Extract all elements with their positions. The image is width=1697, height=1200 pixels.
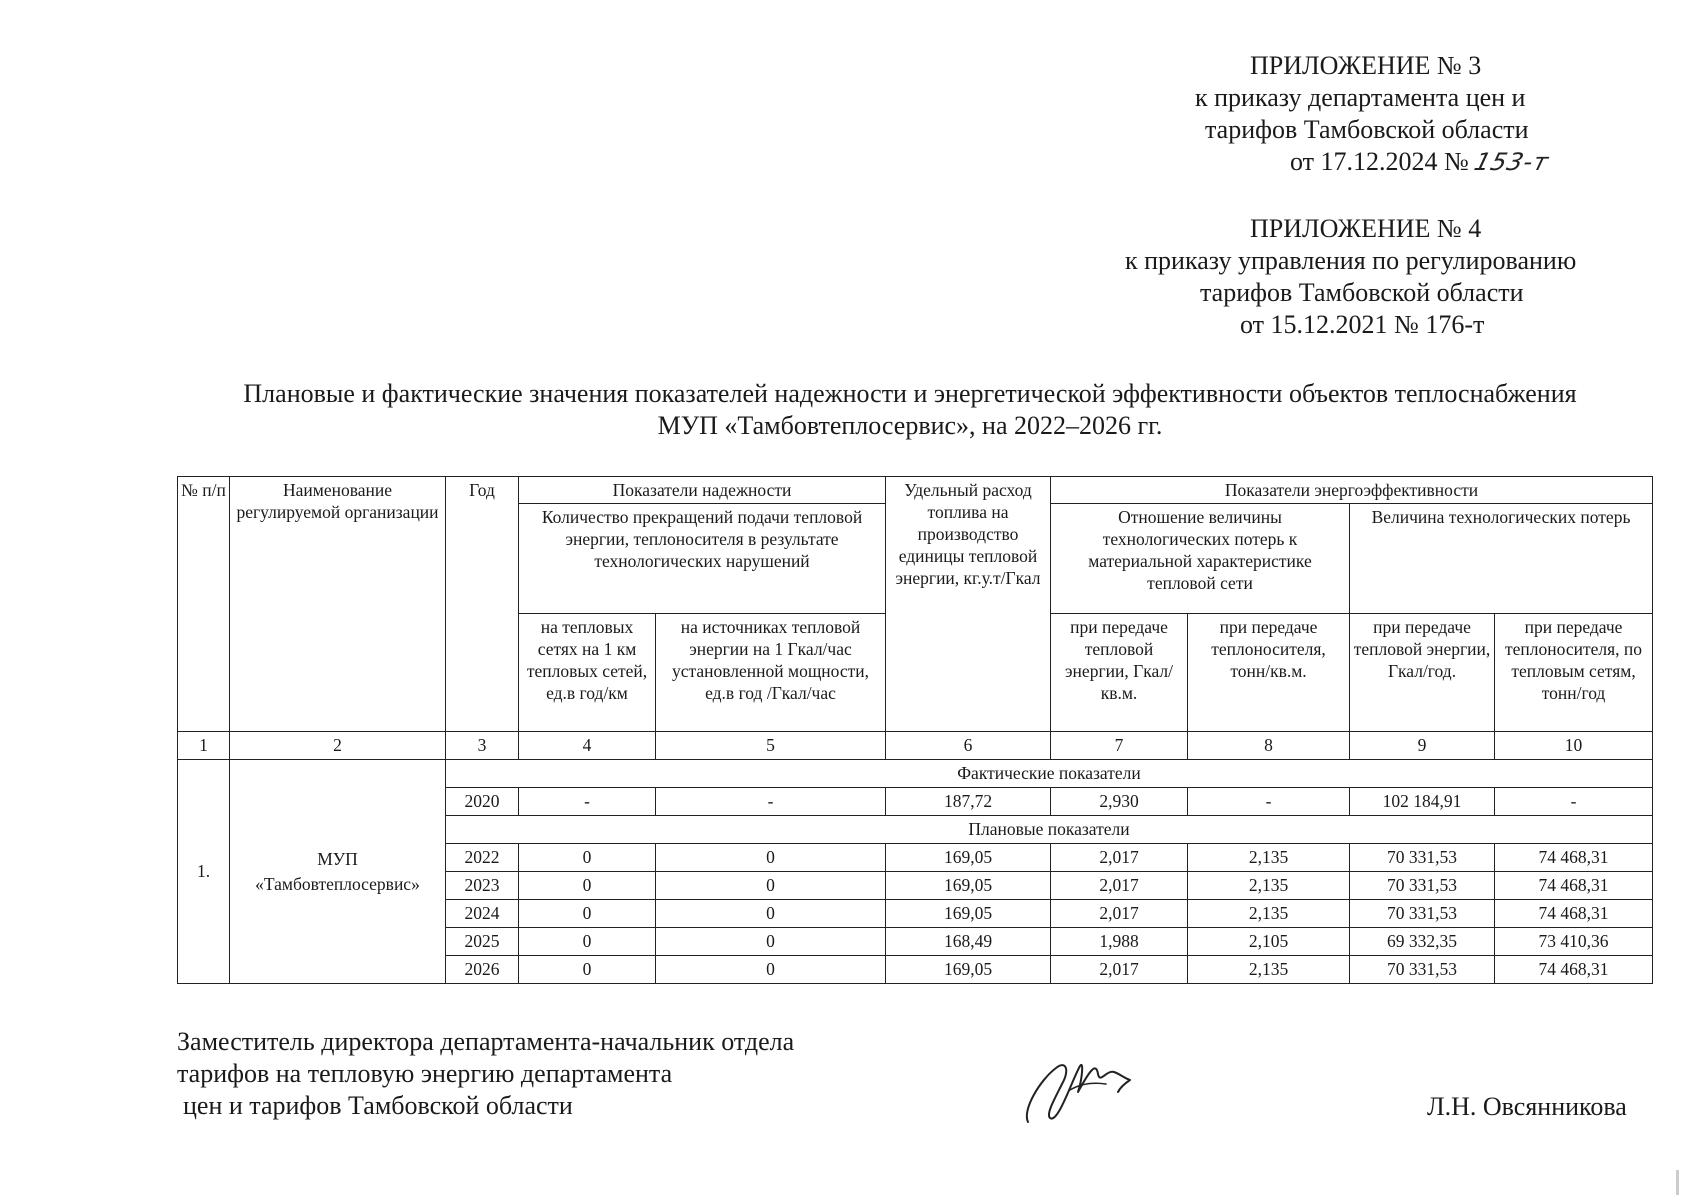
cell-losses-heat: 70 331,53 [1350, 844, 1495, 872]
header-fuel: Удельный расход топлива на производство единицы тепловой энергии, кг.у.т/Гкал [886, 477, 1051, 732]
cell-on-sources: 0 [656, 928, 886, 956]
appendix-4-line1: к приказу управления по регулированию [1125, 246, 1577, 275]
column-number: 7 [1051, 732, 1188, 760]
header-ratio-carrier: при передаче теплоносителя, тонн/кв.м. [1188, 614, 1350, 732]
cell-losses-heat: 70 331,53 [1350, 872, 1495, 900]
column-number: 8 [1188, 732, 1350, 760]
cell-losses-heat: 70 331,53 [1350, 956, 1495, 984]
indicators-table [177, 476, 1653, 984]
actual-section-label: Фактические показатели [446, 760, 1653, 788]
column-number: 1 [178, 732, 230, 760]
cell-losses-heat: 69 332,35 [1350, 928, 1495, 956]
cell-year: 2025 [446, 928, 519, 956]
row-number: 1. [178, 760, 230, 984]
header-num: № п/п [178, 477, 230, 732]
organization-name: МУП «Тамбовтеплосервис» [230, 760, 446, 984]
signer-position-line3: цен и тарифов Тамбовской области [183, 1091, 573, 1120]
header-efficiency: Показатели энергоэффективности [1051, 477, 1653, 504]
document-title-line1: Плановые и фактические значения показателей надежности и энергетической эффективности объектов теплоснабжения [243, 379, 1577, 408]
cell-on-networks: 0 [519, 872, 656, 900]
appendix-4-title: ПРИЛОЖЕНИЕ № 4 [1250, 214, 1482, 243]
cell-ratio-carrier: 2,135 [1188, 956, 1350, 984]
cell-fuel: 168,49 [886, 928, 1051, 956]
appendix-4-line2: тарифов Тамбовской области [1200, 278, 1524, 307]
header-org: Наименование регулируемой организации [230, 477, 446, 732]
column-number: 9 [1350, 732, 1495, 760]
cell-ratio-carrier: 2,135 [1188, 900, 1350, 928]
cell-fuel: 187,72 [886, 788, 1051, 816]
cell-on-networks: 0 [519, 844, 656, 872]
cell-ratio-carrier: 2,135 [1188, 872, 1350, 900]
appendix-3-handwritten-number: 153-т [1471, 148, 1553, 176]
cell-fuel: 169,05 [886, 844, 1051, 872]
header-year: Год [446, 477, 519, 732]
cell-ratio-heat: 2,930 [1051, 788, 1188, 816]
header-losses-heat: при передаче тепловой энергии, Гкал/год. [1350, 614, 1495, 732]
cell-losses-carrier: 74 468,31 [1495, 900, 1653, 928]
cell-ratio-heat: 2,017 [1051, 956, 1188, 984]
cell-on-sources: 0 [656, 900, 886, 928]
cell-losses-carrier: 74 468,31 [1495, 872, 1653, 900]
column-number: 4 [519, 732, 656, 760]
cell-on-sources: 0 [656, 956, 886, 984]
header-ratio-heat: при передаче тепловой энергии, Гкал/кв.м. [1051, 614, 1188, 732]
header-on-networks: на тепловых сетях на 1 км тепловых сетей, ед.в год/км [519, 614, 656, 732]
signer-position-line1: Заместитель директора департамента-начальник отдела [177, 1027, 795, 1056]
column-number: 6 [886, 732, 1051, 760]
cell-ratio-heat: 1,988 [1051, 928, 1188, 956]
signer-position-line2: тарифов на тепловую энергию департамента [177, 1059, 673, 1088]
cell-losses-carrier: - [1495, 788, 1653, 816]
appendix-3-header [1150, 50, 1630, 178]
appendix-3-line1: к приказу департамента цен и [1195, 83, 1526, 112]
header-ratio: Отношение величины технологических потерь к материальной характеристике тепловой сети [1051, 504, 1350, 614]
header-losses: Величина технологических потерь [1350, 504, 1653, 614]
signer-name: Л.Н. Овсянникова [1427, 1092, 1627, 1121]
column-number: 2 [230, 732, 446, 760]
cell-year: 2026 [446, 956, 519, 984]
cell-on-networks: 0 [519, 900, 656, 928]
planned-section-label: Плановые показатели [446, 816, 1653, 844]
appendix-3-title: ПРИЛОЖЕНИЕ № 3 [1250, 51, 1482, 80]
cell-year: 2024 [446, 900, 519, 928]
header-reliability: Показатели надежности [519, 477, 886, 504]
cell-year: 2020 [446, 788, 519, 816]
cell-on-sources: 0 [656, 844, 886, 872]
cell-ratio-carrier: 2,105 [1188, 928, 1350, 956]
cell-on-networks: - [519, 788, 656, 816]
cell-on-networks: 0 [519, 956, 656, 984]
cell-ratio-heat: 2,017 [1051, 872, 1188, 900]
cell-ratio-carrier: 2,135 [1188, 844, 1350, 872]
cell-on-sources: 0 [656, 872, 886, 900]
cell-losses-heat: 102 184,91 [1350, 788, 1495, 816]
appendix-4-header [1110, 213, 1670, 341]
signature-block [177, 1026, 794, 1122]
cell-on-sources: - [656, 788, 886, 816]
cell-year: 2022 [446, 844, 519, 872]
document-title [160, 378, 1660, 442]
column-number: 3 [446, 732, 519, 760]
cell-ratio-heat: 2,017 [1051, 900, 1188, 928]
cell-on-networks: 0 [519, 928, 656, 956]
cell-ratio-carrier: - [1188, 788, 1350, 816]
cell-losses-carrier: 74 468,31 [1495, 956, 1653, 984]
appendix-3-date: от 17.12.2024 № [1290, 147, 1469, 176]
header-interruptions: Количество прекращений подачи тепловой энергии, теплоносителя в результате технологических нарушений [519, 504, 886, 614]
cell-fuel: 169,05 [886, 956, 1051, 984]
appendix-4-date: от 15.12.2021 № 176-т [1240, 310, 1485, 339]
header-on-sources: на источниках тепловой энергии на 1 Гкал/час установленной мощности, ед.в год /Гкал/час [656, 614, 886, 732]
appendix-3-date-row [1150, 146, 1630, 178]
cell-fuel: 169,05 [886, 900, 1051, 928]
cell-losses-heat: 70 331,53 [1350, 900, 1495, 928]
column-number: 10 [1495, 732, 1653, 760]
cell-year: 2023 [446, 872, 519, 900]
page-edge-mark [1676, 1170, 1679, 1195]
handwritten-signature [1020, 1040, 1150, 1130]
appendix-3-line2: тарифов Тамбовской области [1205, 115, 1529, 144]
column-number: 5 [656, 732, 886, 760]
cell-fuel: 169,05 [886, 872, 1051, 900]
cell-losses-carrier: 73 410,36 [1495, 928, 1653, 956]
cell-ratio-heat: 2,017 [1051, 844, 1188, 872]
document-title-line2: МУП «Тамбовтеплосервис», на 2022–2026 гг. [657, 411, 1163, 440]
cell-losses-carrier: 74 468,31 [1495, 844, 1653, 872]
header-losses-carrier: при передаче теплоносителя, по тепловым сетям, тонн/год [1495, 614, 1653, 732]
